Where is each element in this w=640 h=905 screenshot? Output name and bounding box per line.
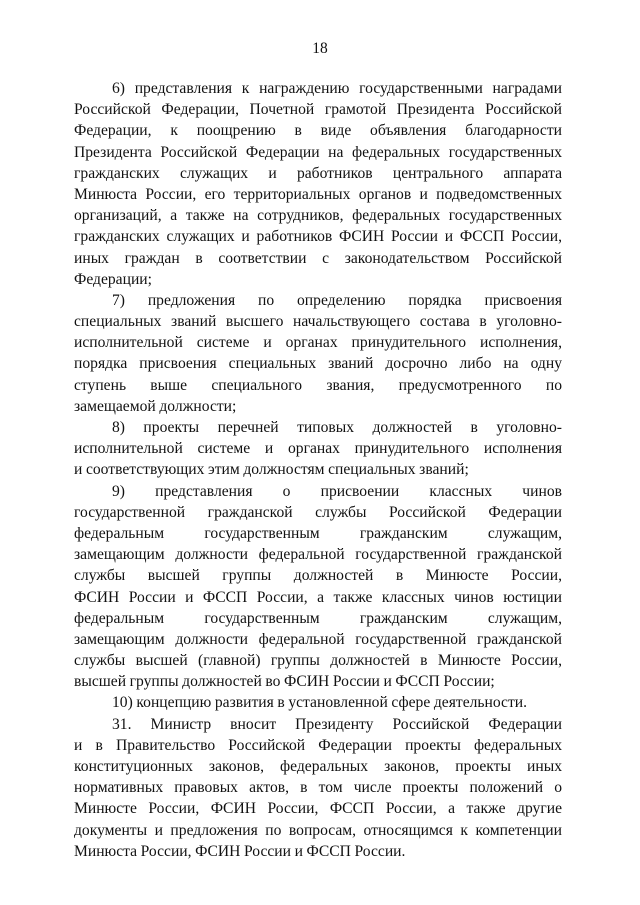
text-line: гражданских служащих и работников ФСИН России и ФССП России, (74, 228, 562, 246)
text-line: ступень выше специального звания, предусмотренного по (74, 376, 562, 394)
text-line: ФСИН России и ФССП России, а также классных чинов юстиции (74, 588, 562, 606)
text-line: государственной гражданской службы Российской Федерации (74, 503, 562, 521)
paragraph-p9 (74, 481, 562, 693)
text-line: иных граждан в соответствии с законодательством Российской (74, 249, 562, 267)
text-line: 9) представления о присвоении классных чинов (112, 482, 562, 500)
text-line: 10) концепцию развития в установленной сфере деятельности. (112, 694, 528, 712)
text-line: документы и предложения по вопросам, относящимся к компетенции (74, 821, 562, 839)
text-line: Федерации; (74, 270, 152, 288)
text-line: 31. Министр вносит Президенту Российской Федерации (112, 715, 562, 733)
text-line: исполнительной системе и органах принудительного исполнения (74, 440, 562, 458)
text-line: службы высшей группы должностей в Минюсте России, (74, 567, 562, 585)
text-line: и в Правительство Российской Федерации проекты федеральных (74, 736, 562, 754)
text-line: нормативных правовых актов, в том числе проекты положений о (74, 779, 562, 797)
document-body (74, 78, 562, 862)
paragraph-p7 (74, 290, 562, 417)
text-line: организаций, а также на сотрудников, федеральных государственных (74, 207, 562, 225)
text-line: Президента Российской Федерации на федеральных государственных (74, 143, 562, 161)
paragraph-p10 (74, 692, 562, 713)
text-line: замещающим должности федеральной государственной гражданской (74, 630, 562, 648)
text-line: высшей группы должностей во ФСИН России и ФССП России; (74, 673, 495, 691)
text-line: службы высшей (главной) группы должностей в Минюсте России, (74, 652, 562, 670)
text-line: гражданских служащих и работников центрального аппарата (74, 164, 562, 182)
text-line: федеральным государственным гражданским служащим, (74, 609, 562, 627)
paragraph-p31 (74, 714, 562, 862)
text-line: Федерации, к поощрению в виде объявления благодарности (74, 122, 562, 140)
text-line: 6) представления к награждению государственными наградами (112, 80, 562, 97)
text-line: 8) проекты перечней типовых должностей в уголовно- (112, 419, 562, 436)
text-line: исполнительной системе и органах принудительного исполнения, (74, 334, 562, 352)
text-line: порядка присвоения специальных званий досрочно либо на одну (74, 355, 562, 373)
text-line: и соответствующих этим должностям специальных званий; (74, 461, 469, 479)
text-line: замещающим должности федеральной государственной гражданской (74, 546, 562, 564)
text-line: 7) предложения по определению порядка присвоения (112, 291, 562, 309)
text-line: Минюсте России, ФСИН России, ФССП России, а также другие (74, 800, 562, 818)
text-line: Минюста России, ФСИН России и ФССП России. (74, 842, 406, 860)
text-line: замещаемой должности; (74, 397, 237, 415)
text-line: специальных званий высшего начальствующего состава в уголовно- (74, 313, 562, 331)
text-line: Российской Федерации, Почетной грамотой Президента Российской (74, 101, 562, 119)
paragraph-p6 (74, 78, 562, 290)
text-line: федеральным государственным гражданским служащим, (74, 524, 562, 542)
text-line: конституционных законов, федеральных законов, проекты иных (74, 758, 562, 775)
text-line: Минюста России, его территориальных органов и подведомственных (74, 185, 562, 203)
page-number: 18 (312, 40, 328, 57)
paragraph-p8 (74, 417, 562, 481)
